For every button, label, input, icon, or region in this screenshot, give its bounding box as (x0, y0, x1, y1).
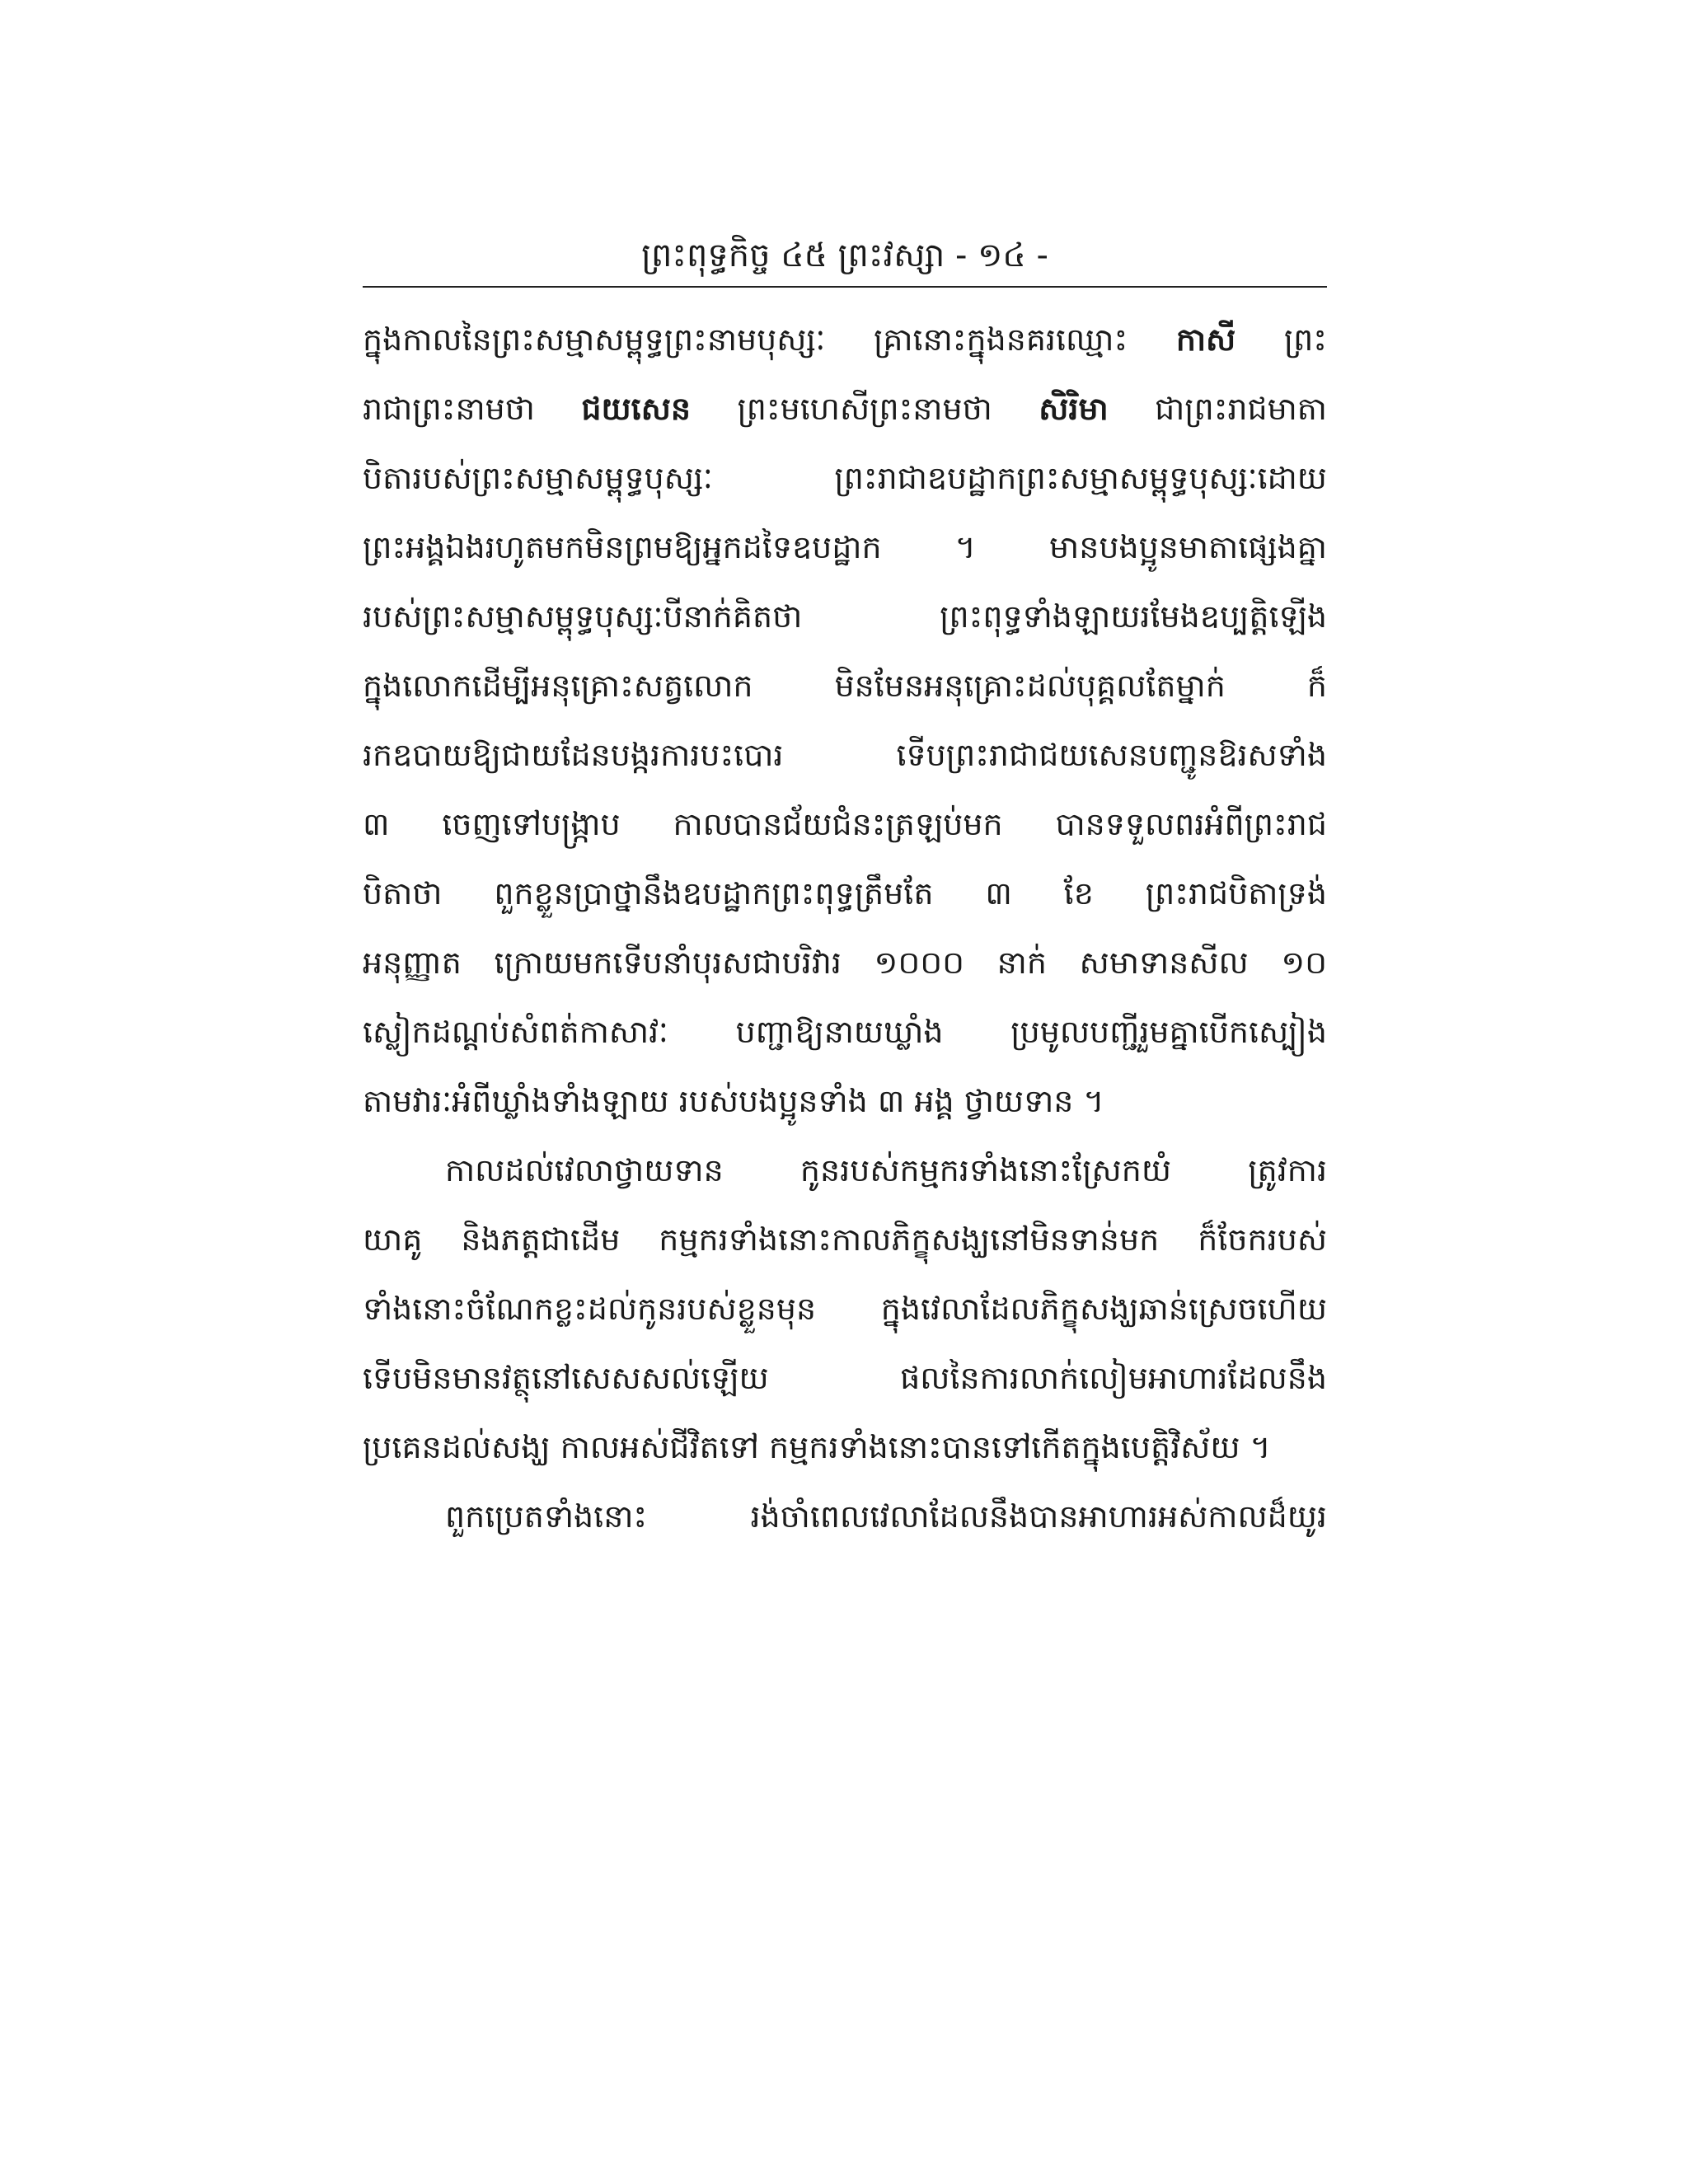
text-line-14: យាគូ និងភត្តជាដើម កម្មករទាំងនោះកាលភិក្ខុសង្ឃនៅមិនទាន់មក ក៏ចែករបស់ (363, 1221, 1327, 1258)
text-run: ជាព្រះរាជមាតា (1108, 391, 1327, 427)
header-divider (363, 286, 1327, 288)
king-name-jayasena: ជយសេន (581, 391, 692, 427)
text-line-11: ស្លៀកដណ្ដប់សំពត់កាសាវៈ បញ្ជាឱ្យនាយឃ្លាំង ប្រមូលបញ្ជីរួមគ្នាបើកស្បៀង (363, 1014, 1327, 1050)
place-name-kasi: កាសី (1175, 321, 1236, 358)
text-line-10: អនុញ្ញាត ក្រោយមកទើបនាំបុរសជាបរិវារ ១០០០ នាក់ សមាទានសីល ១០ (363, 944, 1327, 981)
text-run: រាជាព្រះនាមថា (363, 391, 582, 427)
text-run: ព្រះមហេសីព្រះនាមថា (691, 391, 1039, 427)
text-line-9: បិតាថា ពួកខ្លួនប្រាថ្នានឹងឧបដ្ឋាកព្រះពុទ្ធត្រឹមតែ ៣ ខែ ព្រះរាជបិតាទ្រង់ (363, 875, 1327, 912)
text-line-18: ពួកប្រេតទាំងនោះ រង់ចាំពេលវេលាដែលនឹងបានអាហារអស់កាលដ៏យូរ (445, 1498, 1327, 1535)
queen-name-sirima: សិរិមា (1039, 391, 1109, 427)
text-line-1 (363, 305, 1327, 374)
body-text (363, 305, 1327, 1551)
text-line-13: កាលដល់វេលាថ្វាយទាន កូនរបស់កម្មករទាំងនោះស្រែកយំ ត្រូវការ (445, 1152, 1327, 1188)
text-line-3: បិតារបស់ព្រះសម្មាសម្ពុទ្ធបុស្សៈ ព្រះរាជាឧបដ្ឋាកព្រះសម្មាសម្ពុទ្ធបុស្សៈដោយ (363, 460, 1327, 496)
text-run: ព្រះ (1236, 321, 1327, 358)
text-line-8: ៣ ចេញទៅបង្ក្រាប កាលបានជ័យជំនះត្រឡប់មក បានទទួលពរអំពីព្រះរាជ (363, 806, 1327, 842)
text-line-12: តាមវារៈអំពីឃ្លាំងទាំងឡាយ របស់បងប្អូនទាំង ៣ អង្គ ថ្វាយទាន ។ (363, 1083, 1104, 1119)
running-header (363, 227, 1327, 284)
text-line-4: ព្រះអង្គឯងរហូតមកមិនព្រមឱ្យអ្នកដទៃឧបដ្ឋាក ។ មានបងប្អូនមាតាផ្សេងគ្នា (363, 529, 1327, 565)
text-line-5: របស់ព្រះសម្មាសម្ពុទ្ធបុស្សៈបីនាក់គិតថា ព្រះពុទ្ធទាំងឡាយរមែងឧប្បត្តិឡើង (363, 598, 1327, 635)
text-line-2 (363, 374, 1327, 443)
text-line-7: រកឧបាយឱ្យជាយដែនបង្ករការបះបោរ ទើបព្រះរាជាជយសេនបញ្ជូនឱរសទាំង (363, 737, 1327, 773)
text-line-17: ប្រគេនដល់សង្ឃ កាលអស់ជីវិតទៅ កម្មករទាំងនោះបានទៅកើតក្នុងបេត្តិវិស័យ ។ (363, 1429, 1271, 1465)
text-line-6: ក្នុងលោកដើម្បីអនុគ្រោះសត្វលោក មិនមែនអនុគ្រោះដល់បុគ្គលតែម្នាក់ ក៏ (363, 668, 1327, 704)
text-run: ក្នុងកាលនៃព្រះសម្មាសម្ពុទ្ធព្រះនាមបុស្សៈ គ្រានោះក្នុងនគរឈ្មោះ (363, 321, 1176, 358)
text-line-16: ទើបមិនមានវត្ថុនៅសេសសល់ឡើយ ផលនៃការលាក់លៀមអាហារដែលនឹង (363, 1360, 1327, 1396)
running-title: ព្រះពុទ្ធកិច្ច ៤៥ ព្រះវស្សា - ១៤ - (641, 237, 1048, 274)
text-line-15: ទាំងនោះចំណែកខ្លះដល់កូនរបស់ខ្លួនមុន ក្នុងវេលាដែលភិក្ខុសង្ឃឆាន់ស្រេចហើយ (363, 1291, 1327, 1327)
